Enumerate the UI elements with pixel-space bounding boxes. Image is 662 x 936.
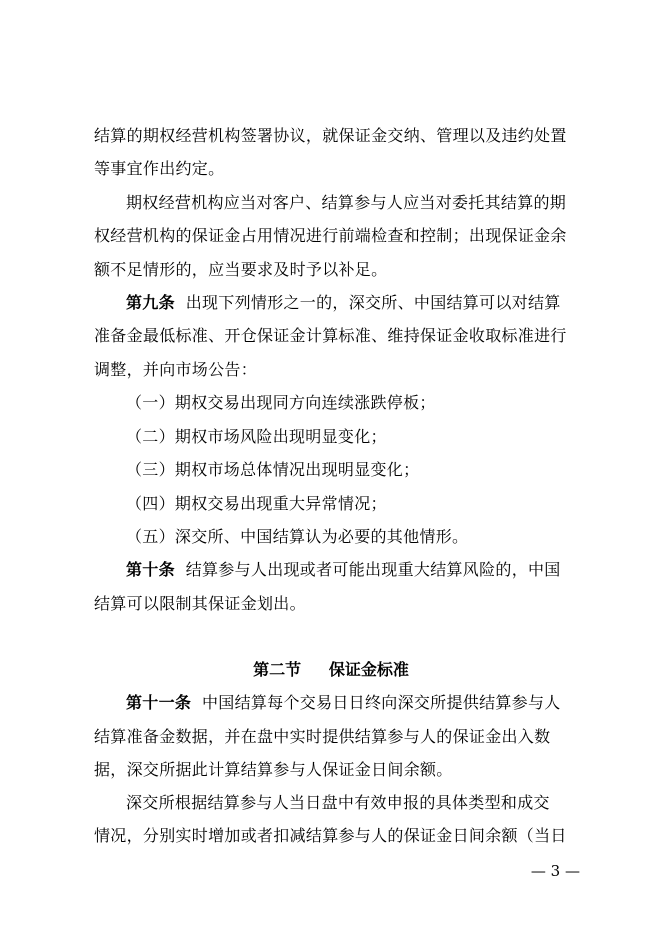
list-item: （三）期权市场总体情况出现明显变化； [126, 460, 420, 479]
article-paragraph [126, 293, 606, 313]
body-text-line: 结算可以限制其保证金划出。 [94, 594, 306, 613]
body-text-line: 额不足情形的，应当要求及时予以补足。 [94, 260, 388, 279]
body-text-line: 权经营机构的保证金占用情况进行前端检查和控制；出现保证金余 [94, 226, 567, 245]
body-text-line: 据，深交所据此计算结算参与人保证金日间余额。 [94, 760, 453, 779]
article-paragraph [126, 560, 606, 580]
body-text-line: 期权经营机构应当对客户、结算参与人应当对委托其结算的期 [126, 193, 567, 212]
body-text-line: 等事宜作出约定。 [94, 159, 225, 178]
list-item: （二）期权市场风险出现明显变化； [126, 427, 387, 446]
article-number: 第十一条 [126, 693, 192, 712]
list-item: （五）深交所、中国结算认为必要的其他情形。 [126, 527, 469, 546]
page-number: — 3 — [530, 862, 580, 880]
body-text-line: 情况，分别实时增加或者扣减结算参与人的保证金日间余额（当日 [94, 826, 567, 845]
body-text: 中国结算每个交易日日终向深交所提供结算参与人 [201, 693, 561, 712]
list-item: （一）期权交易出现同方向连续涨跌停板； [126, 393, 436, 412]
list-item: （四）期权交易出现重大异常情况； [126, 494, 387, 513]
body-text-line: 结算的期权经营机构签署协议，就保证金交纳、管理以及违约处置 [94, 126, 567, 145]
body-text-line: 结算准备金数据，并在盘中实时提供结算参与人的保证金出入数 [94, 727, 551, 746]
body-text-line: 准备金最低标准、开仓保证金计算标准、维持保证金收取标准进行 [94, 326, 567, 345]
article-number: 第九条 [126, 293, 175, 312]
article-paragraph [126, 693, 606, 713]
body-text: 出现下列情形之一的，深交所、中国结算可以对结算 [185, 293, 561, 312]
article-number: 第十条 [126, 560, 175, 579]
body-text: 结算参与人出现或者可能出现重大结算风险的，中国 [185, 560, 561, 579]
body-text-line: 调整，并向市场公告： [94, 360, 258, 379]
body-text-line: 深交所根据结算参与人当日盘中有效申报的具体类型和成交 [126, 793, 550, 812]
section-heading: 第二节 保证金标准 [253, 660, 409, 679]
